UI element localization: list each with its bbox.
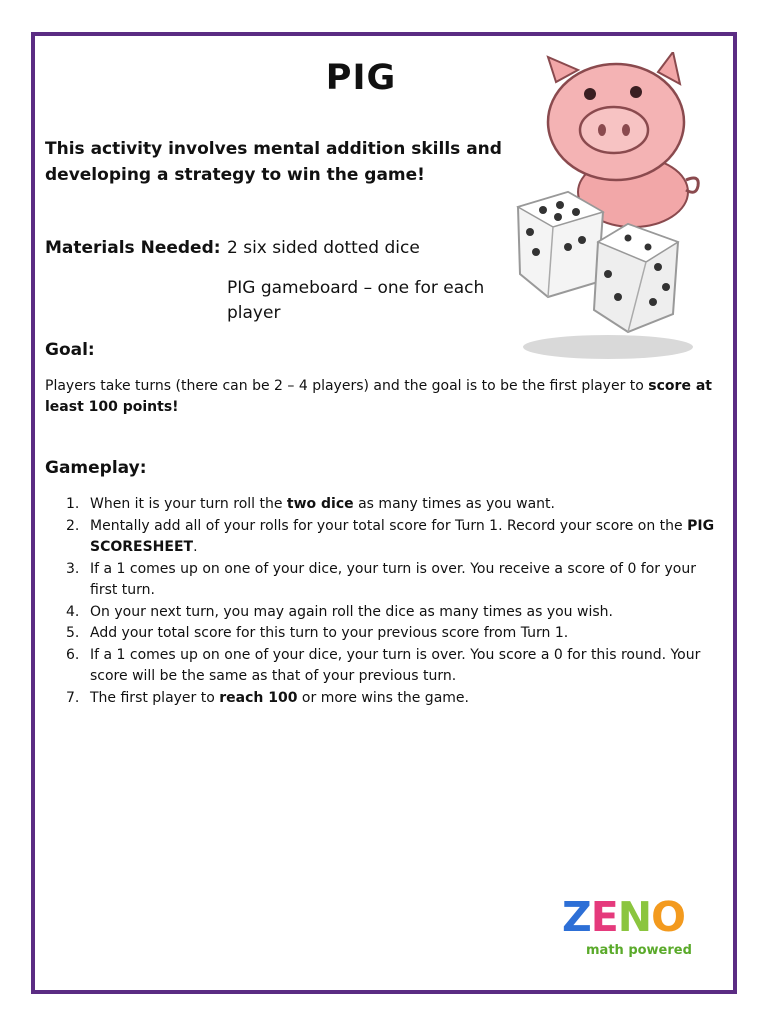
- goal-text-a: Players take turns (there can be 2 – 4 players) and the goal is to be the first player to: [45, 378, 649, 394]
- gameplay-step: 6. If a 1 comes up on one of your dice, your turn is over. You score a 0 for this round. Your score will be the same as that of your previous turn.: [66, 646, 701, 684]
- pig-nostril-left: [598, 124, 606, 136]
- gameplay-step: 1. When it is your turn roll the two dice as many times as you want.: [66, 496, 555, 512]
- zeno-logo: [556, 893, 716, 973]
- shadow: [523, 335, 693, 359]
- pig-eye-right: [630, 86, 642, 98]
- gameplay-heading: Gameplay:: [45, 458, 147, 478]
- gameplay-steps: [66, 494, 726, 709]
- page-title: PIG: [325, 58, 397, 98]
- die-left: [518, 192, 603, 297]
- zeno-tagline: math powered: [586, 943, 692, 958]
- pig-eye-left: [584, 88, 596, 100]
- materials-item-dice: 2 six sided dotted dice: [227, 238, 420, 258]
- pig-nostril-right: [622, 124, 630, 136]
- gameplay-step: 2. Mentally add all of your rolls for your total score for Turn 1. Record your score on the PIG SCORESHEET.: [66, 517, 715, 555]
- materials-label: Materials Needed:: [45, 238, 221, 258]
- goal-text: [45, 376, 725, 418]
- pig-and-dice-illustration: [508, 52, 718, 362]
- zeno-wordmark: ZENO: [562, 893, 685, 941]
- gameplay-step: 5. Add your total score for this turn to your previous score from Turn 1.: [66, 625, 569, 641]
- gameplay-step: 4. On your next turn, you may again roll the dice as many times as you wish.: [66, 603, 613, 620]
- goal-text-b: score at least 100 points!: [45, 378, 712, 415]
- intro-text: This activity involves mental addition skills and developing a strategy to win the game!: [45, 139, 502, 185]
- pig-snout: [580, 107, 648, 153]
- materials-item-gameboard: PIG gameboard – one for each player: [227, 278, 485, 323]
- gameplay-step: 7. The first player to reach 100 or more wins the game.: [66, 689, 469, 706]
- die-right: [594, 224, 678, 332]
- goal-heading: Goal:: [45, 340, 95, 360]
- gameplay-step: 3. If a 1 comes up on one of your dice, your turn is over. You receive a score of 0 for your first turn.: [66, 560, 696, 598]
